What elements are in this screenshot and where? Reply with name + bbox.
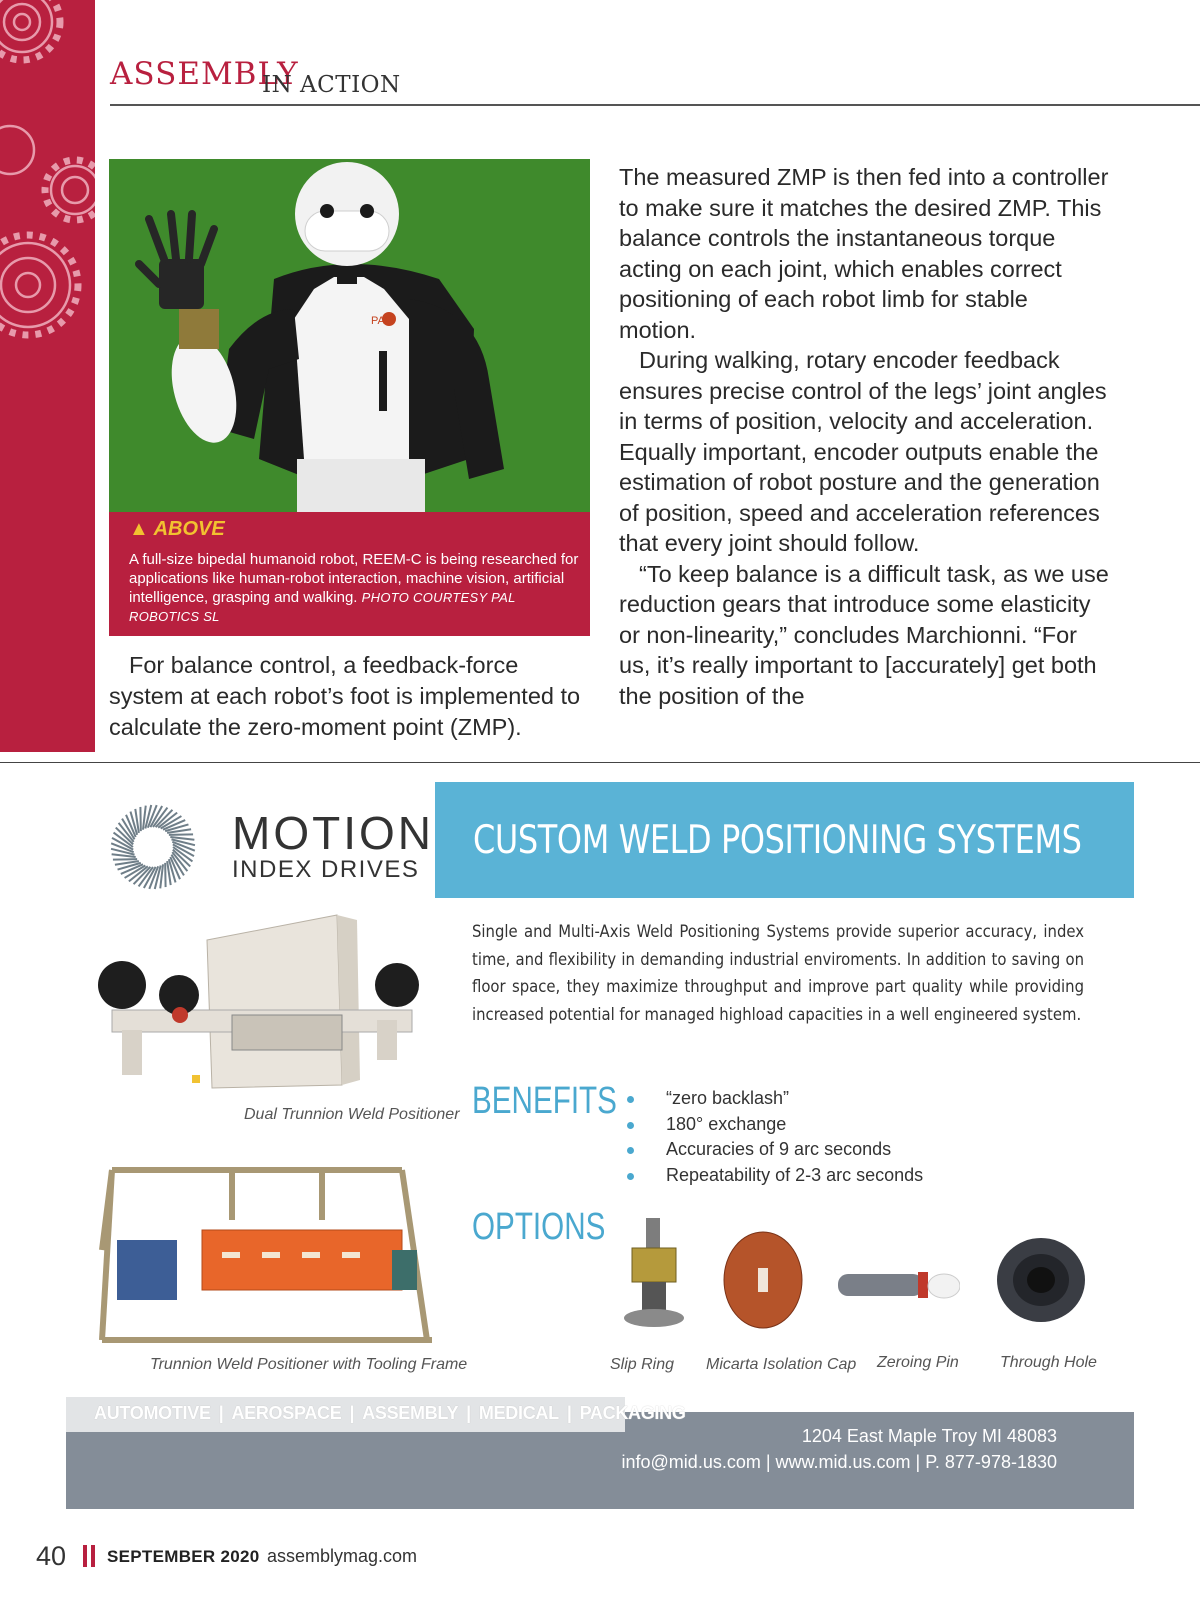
industry-label: AEROSPACE <box>231 1403 342 1423</box>
page-number: 40 <box>36 1541 67 1571</box>
industry-label: AUTOMOTIVE <box>94 1403 211 1423</box>
robot-photo <box>109 159 590 512</box>
address: 1204 East Maple Troy MI 48083 <box>801 1426 1057 1446</box>
separator: | <box>349 1403 355 1423</box>
product-label: Trunnion Weld Positioner with Tooling Frame <box>150 1356 468 1373</box>
gears-decoration-icon <box>0 0 95 360</box>
paragraph: “To keep balance is a difficult task, as we use reduction gears that introduce some elasticity or non-linearity,” concludes Marchionni. “For us, it’s really important to [accurately] get both the position of the <box>619 560 1109 709</box>
caption-text <box>129 550 579 626</box>
logo-word-motion: MOTION <box>232 807 434 859</box>
bullet-icon <box>627 1096 634 1103</box>
through-hole-image <box>994 1236 1088 1324</box>
option-label: Micarta Isolation Cap <box>706 1356 857 1373</box>
list-item <box>622 1163 923 1189</box>
product-label: Dual Trunnion Weld Positioner <box>244 1106 460 1123</box>
benefit-text: “zero backlash” <box>666 1088 790 1108</box>
article-right-column <box>619 162 1109 711</box>
options-title: OPTIONS <box>472 1206 606 1248</box>
separator: | <box>218 1403 224 1423</box>
caption-body: A full-size bipedal humanoid robot, REEM-C is being researched for applications like human-robot interaction, machine vision, artificial intelligence, grasping and walking. <box>129 551 579 606</box>
ad-banner-title: CUSTOM WELD POSITIONING SYSTEMS <box>473 818 1082 863</box>
industry-label: ASSEMBLY <box>362 1403 459 1423</box>
paragraph: For balance control, a feedback-force system at each robot’s foot is implemented to calculate the zero-moment point (ZMP). <box>109 652 581 740</box>
logo-word-index-drives: INDEX DRIVES <box>232 856 420 883</box>
micarta-isolation-cap-image <box>722 1230 804 1330</box>
contact-info: info@mid.us.com | www.mid.us.com | P. 877-978-1830 <box>621 1452 1057 1472</box>
caption-title: ▲ ABOVE <box>129 518 225 540</box>
paragraph: The measured ZMP is then fed into a controller to make sure it matches the desired ZMP. This balance controls the instantaneous torque acting on each joint, which enables correct positioning of each robot limb for stable motion. <box>619 164 1109 343</box>
site-url: assemblymag.com <box>267 1546 418 1566</box>
benefit-text: 180° exchange <box>666 1113 787 1134</box>
bullet-icon <box>627 1147 634 1154</box>
dual-trunnion-positioner-image <box>92 910 452 1100</box>
photo-credit: PHOTO COURTESY PAL ROBOTICS SL <box>129 590 516 624</box>
option-label: Slip Ring <box>610 1356 675 1373</box>
separator: | <box>466 1403 471 1423</box>
industry-label: PACKAGING <box>579 1403 686 1423</box>
slip-ring-image <box>622 1218 686 1330</box>
benefits-title: BENEFITS <box>472 1080 617 1122</box>
list-item <box>622 1137 923 1163</box>
trunnion-tooling-frame-image <box>92 1160 442 1350</box>
motion-index-drives-logo-icon <box>108 802 198 892</box>
paragraph: During walking, rotary encoder feedback ensures precise control of the legs’ joint angles in terms of position, velocity and acceleration. Equally important, encoder outputs enable the estimation of robot posture and the generation of position, speed and acceleration references that every joint should follow. <box>619 347 1107 556</box>
section-subtitle: IN ACTION <box>262 72 401 98</box>
decorative-red-band <box>0 0 95 752</box>
industry-label: MEDICAL <box>478 1403 559 1423</box>
list-item <box>622 1086 923 1112</box>
industries-bar <box>66 1397 686 1432</box>
pal-chest-logo: PAL <box>371 315 391 327</box>
benefit-text: Repeatability of 2-3 arc seconds <box>666 1164 924 1185</box>
bullet-icon <box>627 1122 634 1129</box>
option-label: Zeroing Pin <box>877 1354 959 1371</box>
section-title: ASSEMBLY <box>110 56 299 92</box>
ad-banner <box>435 782 1134 898</box>
option-label: Through Hole <box>1000 1354 1097 1371</box>
issue-date: SEPTEMBER 2020 <box>107 1547 260 1566</box>
list-item <box>622 1112 923 1138</box>
folio-divider-icon <box>83 1545 97 1567</box>
article-left-column <box>109 650 597 743</box>
benefit-text: Accuracies of 9 arc seconds <box>666 1139 892 1159</box>
bullet-icon <box>627 1173 634 1180</box>
section-header <box>110 52 1200 106</box>
ad-description: Single and Multi-Axis Weld Positioning Systems provide superior accuracy, index time, and flexibility in demanding industrial enviroments. In addition to saving on floor space, they maximize throughput and improve part quality while providing increased potential for managed highload capacities in a well engineered system. <box>472 922 1084 1024</box>
robot-illustration <box>109 159 590 512</box>
benefits-list <box>622 1086 923 1188</box>
zeroing-pin-image <box>836 1264 960 1306</box>
industries-list <box>94 1403 686 1424</box>
separator: | <box>566 1403 572 1423</box>
divider <box>0 762 1200 763</box>
photo-caption <box>109 512 590 636</box>
